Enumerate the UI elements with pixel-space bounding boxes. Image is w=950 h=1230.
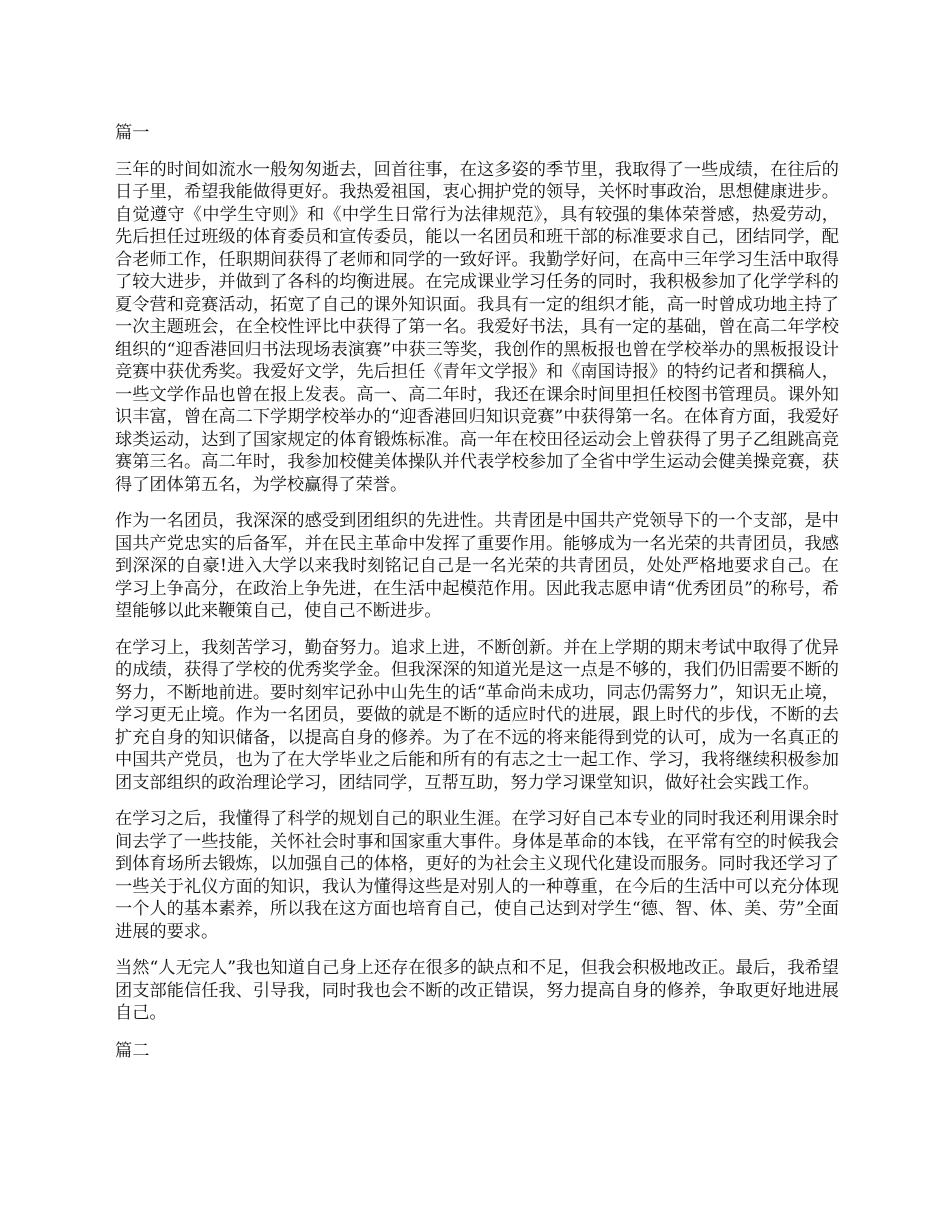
section-title-1: 篇一 bbox=[115, 123, 150, 143]
paragraph-3: 在学习上，我刻苦学习，勤奋努力。追求上进，不断创新。并在上学期的期末考试中取得了优异的成绩，获得了学校的优秀奖学金。但我深深的知道光是这一点是不够的，我们仍旧需要不断的努力，不断地前进。要时刻牢记孙中山先生的话“革命尚未成功，同志仍需努力”，知识无止境，学习更无止境。作为一名团员，要做的就是不断的适应时代的进展，跟上时代的步伐，不断的去扩充自身的知识储备，以提高自身的修养。为了在不远的将来能得到党的认可，成为一名真正的中国共产党员，也为了在大学毕业之后能和所有的有志之士一起工作、学习，我将继续积极参加团支部组织的政治理论学习，团结同学，互帮互助，努力学习课堂知识，做好社会实践工作。 bbox=[115, 637, 839, 793]
paragraph-1: 三年的时间如流水一般匆匆逝去，回首往事，在这多姿的季节里，我取得了一些成绩，在往后的日子里，希望我能做得更好。我热爱祖国，衷心拥护党的领导，关怀时事政治，思想健康进步。自觉遵守《中学生守则》和《中学生日常行为法律规范》，具有较强的集体荣誉感，热爱劳动，先后担任过班级的体育委员和宣传委员，能以一名团员和班干部的标准要求自己，团结同学，配合老师工作，任职期间获得了老师和同学的一致好评。我勤学好问，在高中三年学习生活中取得了较大进步，并做到了各科的均衡进展。在完成课业学习任务的同时，我积极参加了化学学科的夏令营和竞赛活动，拓宽了自己的课外知识面。我具有一定的组织才能，高一时曾成功地主持了一次主题班会，在全校性评比中获得了第一名。我爱好书法，具有一定的基础，曾在高二年学校组织的“迎香港回归书法现场表演赛”中获三等奖，我创作的黑板报也曾在学校举办的黑板报设计竞赛中获优秀奖。我爱好文学，先后担任《青年文学报》和《南国诗报》的特约记者和撰稿人，一些文学作品也曾在报上发表。高一、高二年时，我还在课余时间里担任校图书管理员。课外知识丰富，曾在高二下学期学校举办的“迎香港回归知识竞赛”中获得第一名。在体育方面，我爱好球类运动，达到了国家规定的体育锻炼标准。高一年在校田径运动会上曾获得了男子乙组跳高竞赛第三名。高二年时，我参加校健美体操队并代表学校参加了全省中学生运动会健美操竞赛，获得了团体第五名，为学校赢得了荣誉。 bbox=[115, 159, 839, 495]
section-title-2: 篇二 bbox=[115, 1040, 150, 1061]
document-body bbox=[115, 122, 839, 1076]
paragraph-5: 当然“人无完人”我也知道自己身上还存在很多的缺点和不足，但我会积极地改正。最后，我希望团支部能信任我、引导我，同时我也会不断的改正错误，努力提高自身的修养，争取更好地进展自己。 bbox=[115, 958, 839, 1023]
paragraph-4: 在学习之后，我懂得了科学的规划自己的职业生涯。在学习好自己本专业的同时我还利用课余时间去学了一些技能，关怀社会时事和国家重大事件。身体是革命的本钱，在平常有空的时候我会到体育场所去锻炼，以加强自己的体格，更好的为社会主义现代化建设而服务。同时我还学习了一些关于礼仪方面的知识，我认为懂得这些是对别人的一种尊重，在今后的生活中可以充分体现一个人的基本素养，所以我在这方面也培育自己，使自己达到对学生“德、智、体、美、劳”全面进展的要求。 bbox=[115, 809, 839, 942]
paragraph-2: 作为一名团员，我深深的感受到团组织的先进性。共青团是中国共产党领导下的一个支部，是中国共产党忠实的后备军，并在民主革命中发挥了重要作用。能够成为一名光荣的共青团员，我感到深深的自豪!进入大学以来我时刻铭记自己是一名光荣的共青团员，处处严格地要求自己。在学习上争高分，在政治上争先进，在生活中起模范作用。因此我志愿申请“优秀团员”的称号，希望能够以此来鞭策自己，使自己不断进步。 bbox=[115, 511, 839, 621]
